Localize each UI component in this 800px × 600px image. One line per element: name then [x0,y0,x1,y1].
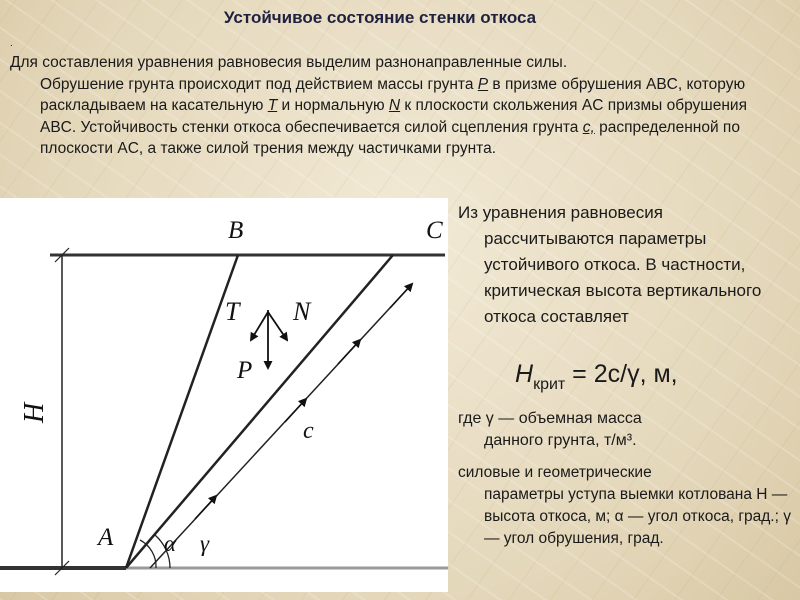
force-t-symbol: T [267,97,278,114]
intro-body: Обрушение грунта происходит под действием массы грунта P в призме обрушения ABC, которую раскладываем на касательную T и нормальную N к плоскости скольжения AC призмы обрушения ABC. Устойчивость стенки откоса обеспечивается силой сцепления грунта c, распределенной по плоскости AC, а также силой трения между частичками грунта. [40,75,747,157]
label-t: T [225,297,240,326]
formula-subscript: крит [533,376,566,393]
label-gamma: γ [200,531,210,556]
cohesion-c-symbol: c, [582,118,595,136]
critical-height-formula [515,360,678,394]
intro-paragraph [10,52,785,160]
formula-h: H [515,360,534,388]
parameters-body: параметры уступа выемки котлована H — высота откоса, м; α — угол откоса, град.; γ — угол обрушения, град. [484,486,791,547]
intro-first-line: Для составления уравнения равновесия выделим разнонаправленные силы. [10,54,568,71]
force-p-symbol: P [477,75,489,93]
parameters-first-line: силовые и геометрические [458,464,652,481]
label-n: N [293,297,311,326]
force-t-arrow [251,312,268,340]
cohesion-arrow [338,340,360,364]
slope-line-ab [126,255,238,568]
equilibrium-first-line: Из уравнения равновесия [458,203,663,222]
slope-diagram [0,198,448,592]
label-p: P [237,357,253,384]
where-text [458,408,796,452]
cohesion-arrow [195,496,216,519]
where-first-line: где γ — объемная масса [458,410,642,427]
cohesion-arrow [390,284,412,308]
label-a: A [98,524,114,551]
sliding-plane-ac [126,255,393,568]
where-rest: данного грунта, т/м³. [484,432,637,449]
label-b: B [228,217,244,244]
label-alpha: α [164,531,177,556]
label-h: H [19,402,50,423]
parameters-text [458,462,798,550]
equilibrium-body: рассчитываются параметры устойчивого откоса. В частности, критическая высота вертикального откоса составляет [484,229,762,326]
label-c: C [426,217,443,244]
force-n-arrow [268,312,287,340]
equilibrium-text [458,200,796,330]
cohesion-line [150,284,412,568]
formula-rest: = 2c/γ, м, [565,360,678,388]
slope-diagram-svg [0,198,448,592]
bullet-dot: . [10,38,13,49]
force-n-symbol: N [388,97,401,114]
label-c-cohesion: c [303,418,314,444]
slide-title: Устойчивое состояние стенки откоса [223,8,537,27]
